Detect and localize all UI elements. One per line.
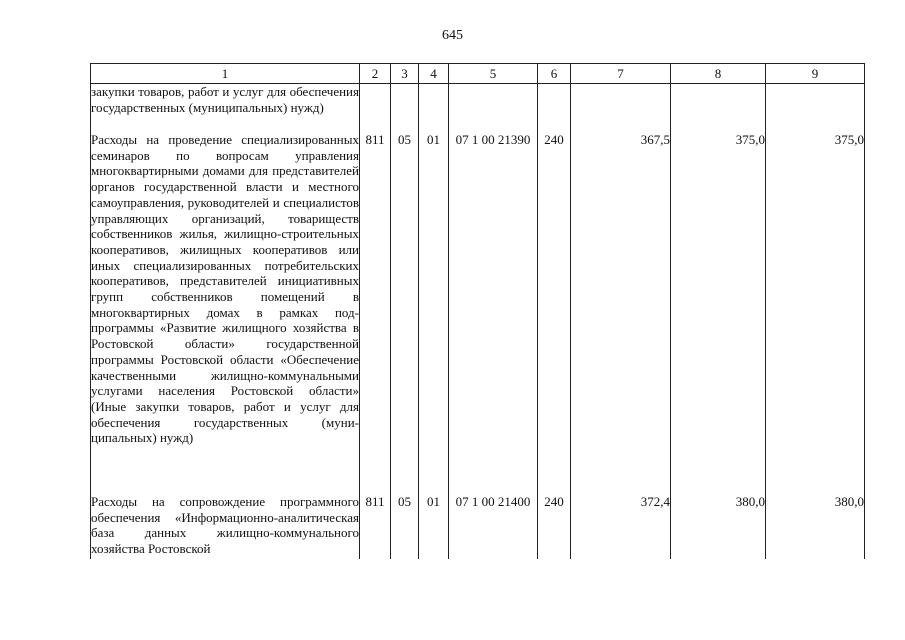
row-target-article: 07 1 00 21400	[449, 490, 538, 559]
row-value-8	[671, 84, 766, 131]
row-expense-type: 240	[538, 490, 571, 559]
row-target-article: 07 1 00 21390	[449, 130, 538, 490]
row-code: 811	[360, 130, 391, 490]
row-section	[391, 84, 419, 131]
header-cell-1: 1	[91, 64, 360, 84]
row-value-8: 375,0	[671, 130, 766, 490]
row-description: Расходы на сопровождение программного обеспечения «Информационно-аналитическая база данных жилищно-коммунального хозяйства Ростовской	[91, 490, 360, 559]
row-section: 05	[391, 130, 419, 490]
row-value-7: 367,5	[571, 130, 671, 490]
row-description: закупки товаров, работ и услуг для обеспечения государственных (муниципальных) нужд)	[91, 84, 360, 131]
row-description: Расходы на проведение специализированных семинаров по вопросам управления многоквартирными домами для представителей органов государственной власти и местного самоуправления, руководителей и специалистов управляющих организаций, товариществ собственников жилья, жилищно-строительных кооперативов, жилищных кооперативов или иных специализированных потребительских кооперативов, представителей инициативных групп собственников помещений в многоквартирных домах в рамках подпрограммы «Развитие жилищного хозяйства в Ростовской области» государственной программы Ростовской области «Обеспечение качественными жилищно-коммунальными услугами населения Ростовской области» (Иные закупки товаров, работ и услуг для обеспечения государственных (муниципальных) нужд)	[91, 130, 360, 490]
row-value-7: 372,4	[571, 490, 671, 559]
row-value-9	[766, 84, 865, 131]
budget-table	[90, 63, 865, 559]
page-number: 645	[442, 28, 463, 43]
row-code	[360, 84, 391, 131]
row-expense-type	[538, 84, 571, 131]
row-subsection	[419, 84, 449, 131]
row-value-8: 380,0	[671, 490, 766, 559]
row-subsection: 01	[419, 490, 449, 559]
table-row	[91, 490, 865, 559]
header-cell-3: 3	[391, 64, 419, 84]
row-value-9: 375,0	[766, 130, 865, 490]
row-value-9: 380,0	[766, 490, 865, 559]
header-cell-7: 7	[571, 64, 671, 84]
row-subsection: 01	[419, 130, 449, 490]
header-cell-5: 5	[449, 64, 538, 84]
row-code: 811	[360, 490, 391, 559]
header-cell-9: 9	[766, 64, 865, 84]
header-cell-2: 2	[360, 64, 391, 84]
header-row	[91, 64, 865, 84]
row-section: 05	[391, 490, 419, 559]
table-row	[91, 130, 865, 490]
row-value-7	[571, 84, 671, 131]
header-cell-8: 8	[671, 64, 766, 84]
header-cell-6: 6	[538, 64, 571, 84]
row-expense-type: 240	[538, 130, 571, 490]
table-row	[91, 84, 865, 131]
header-cell-4: 4	[419, 64, 449, 84]
row-target-article	[449, 84, 538, 131]
